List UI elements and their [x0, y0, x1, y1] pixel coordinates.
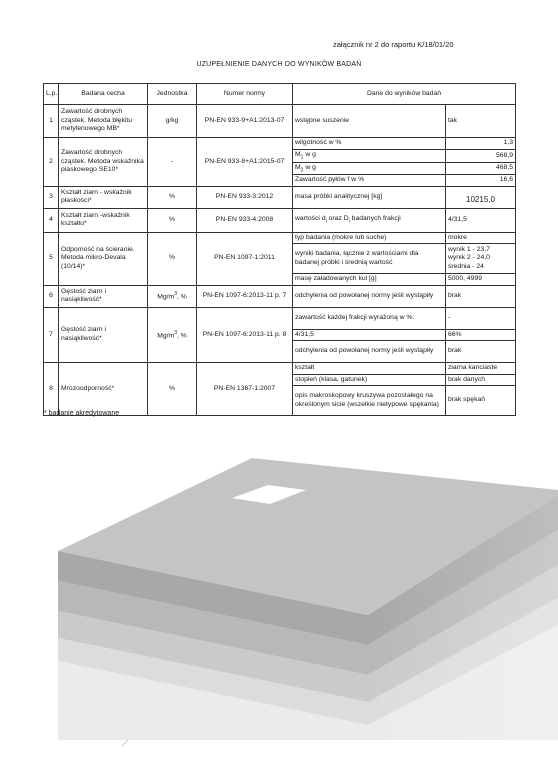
- row-data-label: odchylenia od powołanej normy jeśli wystąpiły: [293, 341, 446, 363]
- table-row: [44, 363, 516, 374]
- row-lp: 5: [44, 232, 59, 285]
- row-lp: 3: [44, 186, 59, 208]
- row-unit: %: [148, 232, 197, 285]
- table-row: [44, 105, 516, 138]
- row-data-label: wilgotność w %: [293, 138, 446, 150]
- row-feature: Gęstość ziarn i nasiąkliwość*: [59, 307, 148, 362]
- row-unit: %: [148, 186, 197, 208]
- row-feature: Mrozoodporność*: [59, 363, 148, 416]
- page-title: UZUPEŁNIENIE DANYCH DO WYNIKÓW BADAŃ: [196, 61, 362, 68]
- row-data-value: brak spękań: [446, 386, 516, 416]
- row-data-label: $M_1$ w g: [293, 150, 446, 163]
- row-data-label: wyniki badania, łącznie z wartościami dla badanej próbki i średnią wartość: [293, 244, 446, 274]
- row-data-value: 4/31,5: [446, 208, 516, 232]
- row-data-label: typ badania (mokre lub suche): [293, 232, 446, 243]
- row-data-label: wartości $d_i$ oraz $D_i$ badanych frakcji: [293, 208, 446, 232]
- row-lp: 4: [44, 208, 59, 232]
- row-data-label: zawartość każdej frakcji wyrażoną w %:: [293, 307, 446, 329]
- row-standard: PN-EN 1097-6:2013-11 p. 7: [197, 285, 293, 307]
- row-feature: Kształt ziarn -wskaźnik kształtu*: [59, 208, 148, 232]
- row-data-value: brak: [446, 341, 516, 363]
- row-data-label: odchylenia od powołanej normy jeśli wystąpiły: [293, 285, 446, 307]
- row-data-value: tak: [446, 105, 516, 138]
- header-unit: Jednostka: [148, 84, 197, 105]
- row-data-value: 16,6: [446, 175, 516, 186]
- header-feature: Badana cecha: [59, 84, 148, 105]
- table-row: [44, 186, 516, 208]
- row-data-value: mokre: [446, 232, 516, 243]
- row-data-value: wynik 2 - 24,0: [448, 254, 490, 262]
- row-unit: %: [148, 363, 197, 416]
- row-unit: %: [148, 208, 197, 232]
- row-standard: PN-EN 1367-1:2007: [197, 363, 293, 416]
- row-data-label: masa próbki analitycznej [kg]: [293, 186, 446, 208]
- row-unit: -: [148, 138, 197, 187]
- row-data-label: masę załadowanych kul [g]: [293, 274, 446, 285]
- results-table: [43, 83, 516, 416]
- row-feature: Kształt ziarn - wskaźnik płaskości*: [59, 186, 148, 208]
- pen-mark: ⟋: [122, 738, 129, 748]
- table-row: [44, 138, 516, 150]
- header-standard: Numer normy: [197, 84, 293, 105]
- row-data-label: opis makroskopowy kruszywa pozostałego na określonym sicie (wszelkie nietypowe spękania): [293, 386, 446, 416]
- row-data-label: Zawartość pyłów f w %: [293, 175, 446, 186]
- row-feature: Odporność na ścieranie. Metoda mikro-Devala (10/14)*: [59, 232, 148, 285]
- footnote: * badanie akredytowane: [44, 410, 120, 417]
- row-lp: 6: [44, 285, 59, 307]
- row-data-label: wstępne suszenie: [293, 105, 446, 138]
- row-standard: PN-EN 933-3:2012: [197, 186, 293, 208]
- row-feature: Gęstość ziarn i nasiąkliwość*: [59, 285, 148, 307]
- row-unit: $Mg/m^3$, %: [148, 307, 197, 362]
- row-data-value: 66%: [446, 329, 516, 340]
- row-data-value-list: [446, 244, 516, 274]
- row-lp: 7: [44, 307, 59, 362]
- row-feature: Zawartość drobnych cząstek. Metoda wskaźnika piaskowego SE10*: [59, 138, 148, 187]
- row-data-label: $M_2$ w g: [293, 162, 446, 175]
- header-lp: L.p.: [44, 84, 59, 105]
- table-row: [44, 307, 516, 329]
- row-data-value: 1,3: [446, 138, 516, 150]
- row-lp: 8: [44, 363, 59, 416]
- annex-note: załącznik nr 2 do raportu K/18/01/20: [333, 40, 454, 49]
- row-data-value: 5000, 4999: [446, 274, 516, 285]
- row-unit: g/kg: [148, 105, 197, 138]
- row-data-value: -: [446, 307, 516, 329]
- row-standard: PN-EN 1097-1:2011: [197, 232, 293, 285]
- row-lp: 2: [44, 138, 59, 187]
- table-header-row: [44, 84, 516, 105]
- row-standard: PN-EN 1097-6:2013-11 p. 8: [197, 307, 293, 362]
- row-data-value: 568,9: [446, 150, 516, 163]
- row-data-value: 468,5: [446, 162, 516, 175]
- row-data-value: wynik 1 - 23,7: [448, 245, 490, 253]
- table-row: [44, 285, 516, 307]
- row-unit: $Mg/m^3$, %: [148, 285, 197, 307]
- row-standard: PN-EN 933-9+A1:2013-07: [197, 105, 293, 138]
- row-lp: 1: [44, 105, 59, 138]
- row-data-value: 10215,0: [446, 186, 516, 208]
- header-data: Dane do wyników badań: [293, 84, 516, 105]
- table-row: [44, 208, 516, 232]
- layered-block-illustration: [0, 440, 558, 740]
- row-data-label: 4/31,5: [293, 329, 446, 340]
- row-data-label: stopień (klasa, gatunek): [293, 374, 446, 385]
- row-data-value: średnia - 24: [448, 262, 484, 270]
- table-row: [44, 232, 516, 243]
- row-standard: PN-EN 933-4:2008: [197, 208, 293, 232]
- row-data-label: kształt: [293, 363, 446, 374]
- row-data-value: brak danych: [446, 374, 516, 385]
- row-feature: Zawartość drobnych cząstek. Metoda błękitu metylenowego MB*: [59, 105, 148, 138]
- row-standard: PN-EN 933-8+A1:2015-07: [197, 138, 293, 187]
- row-data-value: ziarna kanciaste: [446, 363, 516, 374]
- row-data-value: brak: [446, 285, 516, 307]
